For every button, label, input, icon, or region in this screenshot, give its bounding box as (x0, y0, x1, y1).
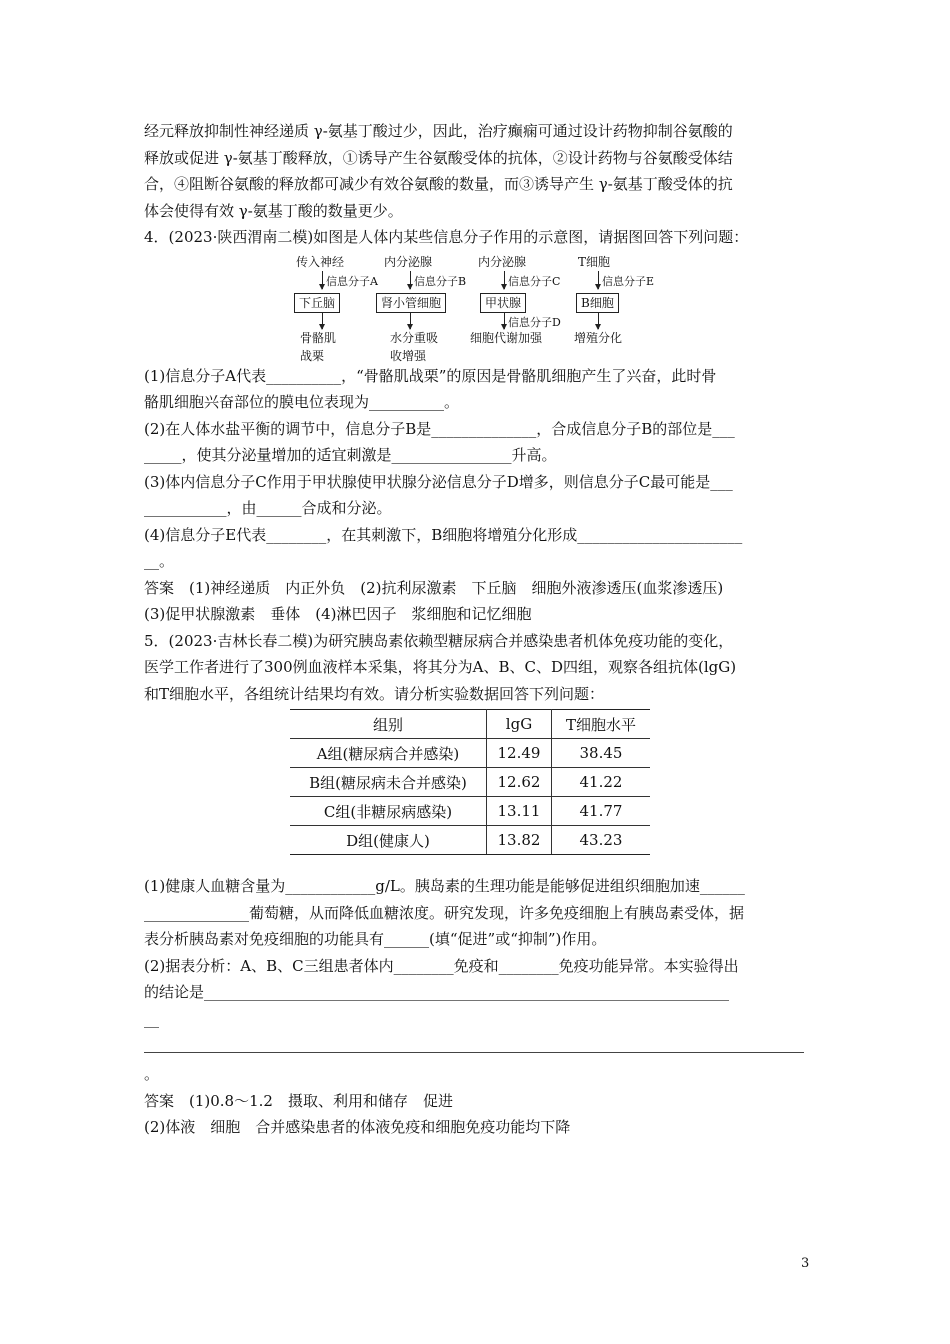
table-header-row (290, 710, 650, 739)
arrow-down-icon (504, 271, 505, 289)
table-cell: A组(糖尿病合并感染) (290, 739, 487, 768)
diagram-signal: 信息分子D (508, 315, 561, 329)
arrow-down-icon (504, 313, 505, 329)
signal-molecule-diagram (292, 251, 672, 363)
text-line: 释放或促进 γ-氨基丁酸释放，①诱导产生谷氨酸受体的抗体，②设计药物与谷氨酸受体结 (144, 148, 733, 167)
paragraph-previous-answer (144, 118, 812, 251)
diagram-target: 甲状腺 (480, 293, 526, 313)
arrow-down-icon (322, 313, 323, 329)
diagram-source: T细胞 (578, 254, 611, 269)
table-cell: 12.62 (487, 768, 552, 797)
diagram-target: 肾小管细胞 (376, 293, 446, 313)
text-line: (4)信息分子E代表________，在其刺激下，B细胞将增殖分化形成______________________ (144, 525, 743, 544)
text-line: __ (144, 1009, 159, 1028)
table-row (290, 797, 650, 826)
arrow-down-icon (322, 271, 323, 289)
table-header: T细胞水平 (552, 710, 651, 739)
arrow-down-icon (598, 271, 599, 289)
diagram-effect: 水分重吸 (390, 330, 439, 345)
text-line: (3)体内信息分子C作用于甲状腺使甲状腺分泌信息分子D增多，则信息分子C最可能是___ (144, 472, 733, 491)
text-line: __。 (144, 552, 175, 570)
diagram-signal: 信息分子B (414, 274, 467, 288)
diagram-source: 内分泌腺 (384, 254, 433, 269)
table-cell: 12.49 (487, 739, 552, 768)
diagram-effect: 战栗 (300, 348, 325, 363)
table-cell: 13.82 (487, 826, 552, 855)
page-number: 3 (801, 1256, 810, 1271)
text-line: 医学工作者进行了300例血液样本采集，将其分为A、B、C、D四组，观察各组抗体(lgG) (144, 658, 737, 676)
data-table (290, 709, 650, 855)
table-row (290, 768, 650, 797)
table-cell: B组(糖尿病未合并感染) (290, 768, 487, 797)
question-5-stem: 5．(2023·吉林长春二模)为研究胰岛素依赖型糖尿病合并感染患者机体免疫功能的变化， (144, 631, 734, 650)
arrow-down-icon (410, 313, 411, 329)
question-4-stem: 4．(2023·陕西渭南二模)如图是人体内某些信息分子作用的示意图，请据图回答下列问题： (144, 228, 749, 246)
text-line: 和T细胞水平，各组统计结果均有效。请分析实验数据回答下列问题： (144, 684, 605, 703)
text-line: ______________葡萄糖，从而降低血糖浓度。研究发现，许多免疫细胞上有胰岛素受体，据 (144, 903, 745, 922)
table-cell: C组(非糖尿病感染) (290, 797, 487, 826)
table-cell: 13.11 (487, 797, 552, 826)
diagram-signal: 信息分子C (508, 274, 561, 288)
text-line: 骼肌细胞兴奋部位的膜电位表现为__________。 (144, 393, 460, 411)
text-line: 体会使得有效 γ-氨基丁酸的数量更少。 (144, 201, 403, 220)
table-header: lgG (487, 710, 552, 739)
answer-line: 答案 (1)神经递质 内正外负 (2)抗利尿激素 下丘脑 细胞外液渗透压(血浆渗透压) (144, 578, 724, 597)
table-row (290, 826, 650, 855)
diagram-source: 内分泌腺 (478, 254, 527, 269)
text-line: 。 (144, 1065, 160, 1083)
diagram-signal: 信息分子E (602, 274, 655, 288)
answer-line: 答案 (1)0.8～1.2 摄取、利用和储存 促进 (144, 1091, 453, 1110)
diagram-target: 下丘脑 (294, 293, 340, 313)
table-cell: 41.77 (552, 797, 651, 826)
text-line: _____，使其分泌量增加的适宜刺激是________________升高。 (144, 446, 557, 464)
table-cell: 38.45 (552, 739, 651, 768)
text-line: 经元释放抑制性神经递质 γ-氨基丁酸过少，因此，治疗癫痫可通过设计药物抑制谷氨酸的 (144, 122, 733, 140)
diagram-signal: 信息分子A (326, 274, 378, 288)
table-cell: D组(健康人) (290, 826, 487, 855)
text-line: 合，④阻断谷氨酸的释放都可减少有效谷氨酸的数量，而③诱导产生 γ-氨基丁酸受体的抗 (144, 175, 733, 193)
text-line: (2)据表分析：A、B、C三组患者体内________免疫和________免疫功能异常。本实验得出 (144, 956, 739, 975)
answer-line: (2)体液 细胞 合并感染患者的体液免疫和细胞免疫功能均下降 (144, 1118, 571, 1136)
diagram-target: B细胞 (576, 293, 619, 313)
diagram-source: 传入神经 (296, 254, 345, 269)
diagram-effect: 细胞代谢加强 (470, 330, 543, 345)
diagram-effect: 骨骼肌 (300, 330, 337, 345)
diagram-effect: 增殖分化 (574, 330, 623, 345)
table-cell: 43.23 (552, 826, 651, 855)
table-header: 组别 (290, 710, 487, 739)
document-page (144, 118, 812, 1141)
text-line: 表分析胰岛素对免疫细胞的功能具有______(填“促进”或“抑制”)作用。 (144, 930, 607, 948)
answer-line: (3)促甲状腺激素 垂体 (4)淋巴因子 浆细胞和记忆细胞 (144, 605, 532, 623)
answer-blank-rule (144, 1038, 804, 1053)
text-line: (1)健康人血糖含量为____________g/L。胰岛素的生理功能是能够促进组织细胞加速______ (144, 877, 745, 895)
diagram-effect: 收增强 (390, 348, 427, 363)
table-cell: 41.22 (552, 768, 651, 797)
table-row (290, 739, 650, 768)
question-5-answer (144, 1061, 812, 1141)
question-5-body (144, 873, 812, 1032)
text-line: (2)在人体水盐平衡的调节中，信息分子B是______________，合成信息分子B的部位是___ (144, 419, 735, 438)
text-line: (1)信息分子A代表__________，“骨骼肌战栗”的原因是骨骼肌细胞产生了兴奋，此时骨 (144, 366, 717, 385)
question-4-body (144, 363, 812, 708)
text-line: ___________，由______合成和分泌。 (144, 499, 392, 517)
text-line: 的结论是______________________________________________________________________ (144, 983, 730, 1001)
arrow-down-icon (410, 271, 411, 289)
arrow-down-icon (598, 313, 599, 329)
